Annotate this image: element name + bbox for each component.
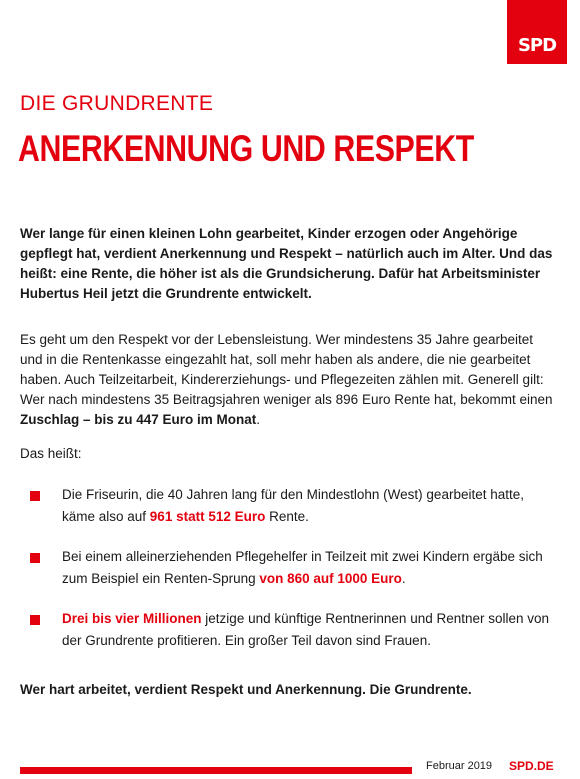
bullet-highlight: von 860 auf 1000 Euro <box>259 571 402 586</box>
bullet-square-icon <box>30 615 40 625</box>
list-item <box>20 546 555 590</box>
headline: ANERKENNUNG UND RESPEKT <box>18 128 474 169</box>
lead-text: Das heißt: <box>20 446 82 461</box>
body-text: Es geht um den Respekt vor der Lebensleistung. Wer mindestens 35 Jahre gearbeitet und in die Rentenkasse eingezahlt hat, soll mehr haben als andere, die nie gearbeitet haben. Auch Teilzeitarbeit, Kindererziehungs- und Pflegezeiten zählen mit. Generell gilt: Wer nach mindestens 35 Beitragsjahren weniger als 896 Euro Rente hat, bekommt einen <box>20 332 553 407</box>
logo-text: SPD <box>517 35 557 56</box>
bullet-highlight: Drei bis vier Millionen <box>62 611 202 626</box>
bullet-text-end: jetzige und künftige Rentnerinnen und Rentner sollen von der Grundrente profitieren. Ein großer Teil davon sind Frauen. <box>62 611 550 648</box>
closing-statement: Wer hart arbeitet, verdient Respekt und Anerkennung. Die Grundrente. <box>20 682 472 697</box>
bullet-square-icon <box>30 491 40 501</box>
list-item <box>20 484 555 528</box>
bullet-list <box>20 484 555 652</box>
footer-date: Februar 2019 <box>426 760 493 772</box>
bullet-text-end: Rente. <box>265 509 309 524</box>
bullet-text: Die Friseurin, die 40 Jahren lang für den Mindestlohn (West) gearbeitet hatte, käme also auf <box>62 487 524 524</box>
bullet-square-icon <box>30 553 40 563</box>
spd-logo <box>507 0 567 64</box>
bullet-highlight: 961 statt 512 Euro <box>149 509 266 524</box>
kicker-title: DIE GRUNDRENTE <box>20 92 214 115</box>
bullet-text: Bei einem alleinerziehenden Pflegehelfer in Teilzeit mit zwei Kindern ergäbe sich zum Beispiel ein Renten-Sprung <box>62 549 543 586</box>
footer-divider <box>20 767 412 774</box>
body-paragraph <box>20 330 555 430</box>
intro-paragraph: Wer lange für einen kleinen Lohn gearbeitet, Kinder erzogen oder Angehörige gepflegt hat, verdient Anerkennung und Respekt – natürlich auch im Alter. Und das heißt: eine Rente, die höher ist als die Grundsicherung. Dafür hat Arbeitsminister Hubertus Heil jetzt die Grundrente entwickelt. <box>20 226 553 301</box>
bullet-text-end: . <box>401 571 406 586</box>
body-end: . <box>256 412 261 427</box>
footer-url-link[interactable]: SPD.DE <box>509 759 554 773</box>
list-item <box>20 608 555 652</box>
body-bold: Zuschlag – bis zu 447 Euro im Monat <box>20 412 257 427</box>
